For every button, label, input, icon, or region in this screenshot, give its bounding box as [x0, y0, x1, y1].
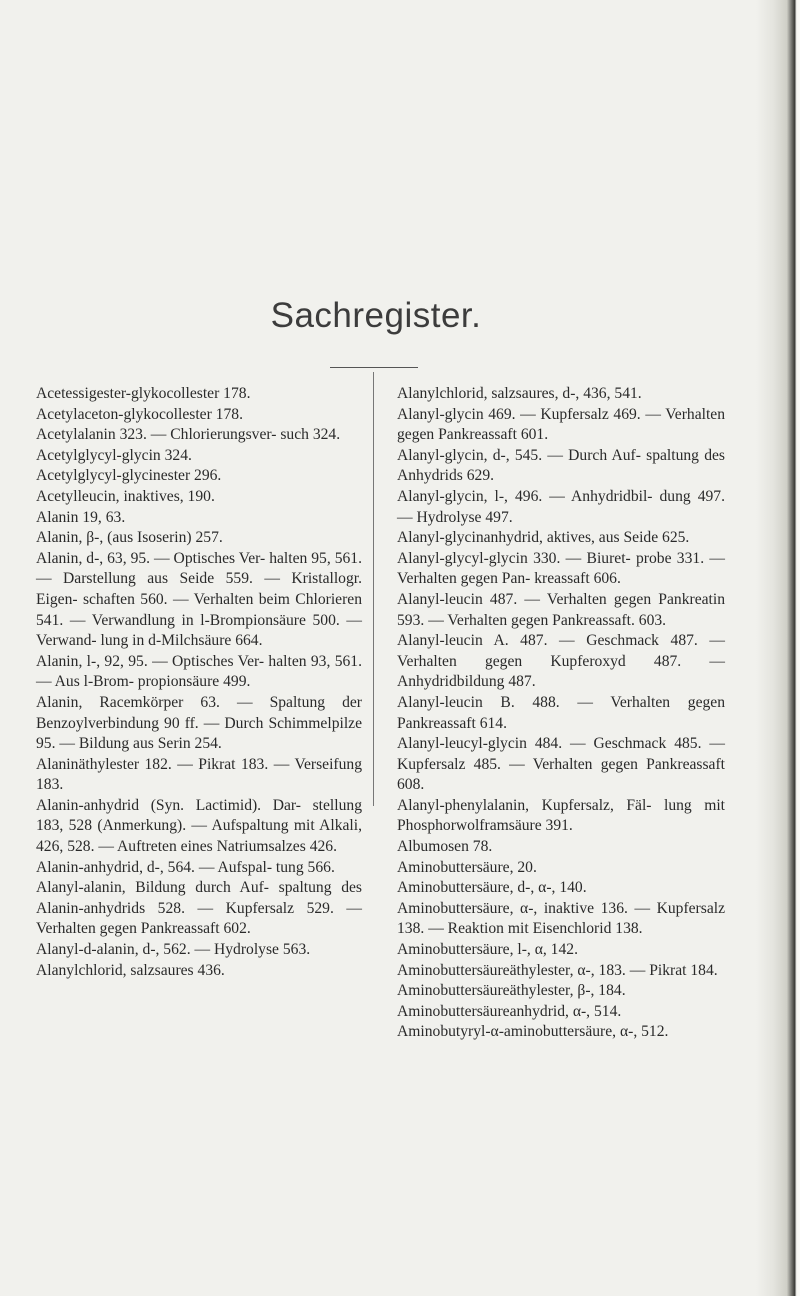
index-entry: Alanin, d-, 63, 95. — Optisches Ver- halten 95, 561. — Darstellung aus Seide 559. — Kristallogr. Eigen- schaften 560. — Verhalten beim Chlorieren 541. — Verwandlung in l-Brompionsäure 500. — Verwand- lung in d-Milchsäure 664. [36, 549, 362, 650]
column-divider [373, 372, 374, 806]
index-entry: Aminobuttersäureäthylester, α-, 183. — Pikrat 184. [397, 961, 718, 979]
index-column-right [397, 384, 725, 1043]
index-entry: Aminobuttersäureäthylester, β-, 184. [397, 982, 626, 1000]
index-entry: Acetylleucin, inaktives, 190. [36, 487, 215, 505]
index-entry: Alaninäthylester 182. — Pikrat 183. — Verseifung 183. [36, 755, 362, 794]
index-entry: Alanin, Racemkörper 63. — Spaltung der Benzoylverbindung 90 ff. — Durch Schimmelpilze 95. — Bildung aus Serin 254. [36, 693, 362, 753]
index-entry: Alanin-anhydrid, d-, 564. — Aufspal- tung 566. [36, 858, 335, 876]
index-entry: Acetylglycyl-glycin 324. [36, 446, 192, 464]
title-rule [330, 367, 418, 368]
index-entry: Aminobutyryl-α-aminobuttersäure, α-, 512. [397, 1023, 669, 1041]
index-entry: Alanylchlorid, salzsaures 436. [36, 961, 225, 979]
index-entry: Alanin 19, 63. [36, 508, 126, 526]
index-entry: Alanyl-leucin A. 487. — Geschmack 487. — Verhalten gegen Kupferoxyd 487. — Anhydridbildung 487. [397, 632, 725, 691]
page-edge-shadow [756, 0, 800, 1296]
index-entry: Aminobuttersäure, α-, inaktive 136. — Kupfersalz 138. — Reaktion mit Eisenchlorid 138. [397, 899, 725, 938]
index-entry: Alanyl-leucyl-glycin 484. — Geschmack 485. — Kupfersalz 485. — Verhalten gegen Pankreassaft 608. [397, 735, 725, 794]
index-entry: Acetylaceton-glykocollester 178. [36, 405, 243, 423]
index-entry: Alanyl-leucin 487. — Verhalten gegen Pankreatin 593. — Verhalten gegen Pankreassaft. 603. [397, 590, 725, 629]
index-entry: Aminobuttersäure, d-, α-, 140. [397, 879, 587, 897]
index-entry: Alanin, l-, 92, 95. — Optisches Ver- halten 93, 561. — Aus l-Brom- propionsäure 499. [36, 652, 362, 691]
index-entry: Alanylchlorid, salzsaures, d-, 436, 541. [397, 385, 642, 402]
index-entry: Alanyl-leucin B. 488. — Verhalten gegen Pankreassaft 614. [397, 693, 725, 732]
index-entry: Acetylglycyl-glycinester 296. [36, 467, 222, 485]
index-entry: Alanyl-glycin, l-, 496. — Anhydridbil- dung 497. — Hydrolyse 497. [397, 487, 725, 526]
index-entry: Alanyl-alanin, Bildung durch Auf- spaltung des Alanin-anhydrids 528. — Kupfersalz 529. — Verhalten gegen Pankreassaft 602. [36, 879, 362, 938]
index-entry: Aminobuttersäure, 20. [397, 858, 537, 876]
index-entry: Alanyl-d-alanin, d-, 562. — Hydrolyse 563. [36, 941, 311, 959]
index-entry: Alanin, β-, (aus Isoserin) 257. [36, 529, 223, 547]
index-entry: Alanyl-glycyl-glycin 330. — Biuret- probe 331. — Verhalten gegen Pan- kreassaft 606. [397, 549, 725, 588]
index-entry: Alanin-anhydrid (Syn. Lactimid). Dar- stellung 183, 528 (Anmerkung). — Aufspaltung mit Alkali, 426, 528. — Auftreten eines Natriumsalzes 426. [36, 796, 362, 856]
index-entry: Alanyl-glycin, d-, 545. — Durch Auf- spaltung des Anhydrids 629. [397, 446, 725, 485]
index-entry: Aminobuttersäure, l-, α, 142. [397, 941, 578, 959]
index-entry: Alanyl-glycinanhydrid, aktives, aus Seide 625. [397, 529, 690, 547]
index-entry: Alanyl-phenylalanin, Kupfersalz, Fäl- lung mit Phosphorwolframsäure 391. [397, 796, 725, 835]
page-title: Sachregister. [270, 296, 482, 335]
index-column-left [36, 384, 362, 981]
index-entry: Acetylalanin 323. — Chlorierungsver- such 324. [36, 426, 341, 444]
index-entry: Acetessigester-glykocollester 178. [36, 385, 251, 402]
index-entry: Albumosen 78. [397, 838, 493, 856]
index-entry: Aminobuttersäureanhydrid, α-, 514. [397, 1002, 622, 1020]
index-entry: Alanyl-glycin 469. — Kupfersalz 469. — Verhalten gegen Pankreassaft 601. [397, 405, 725, 444]
